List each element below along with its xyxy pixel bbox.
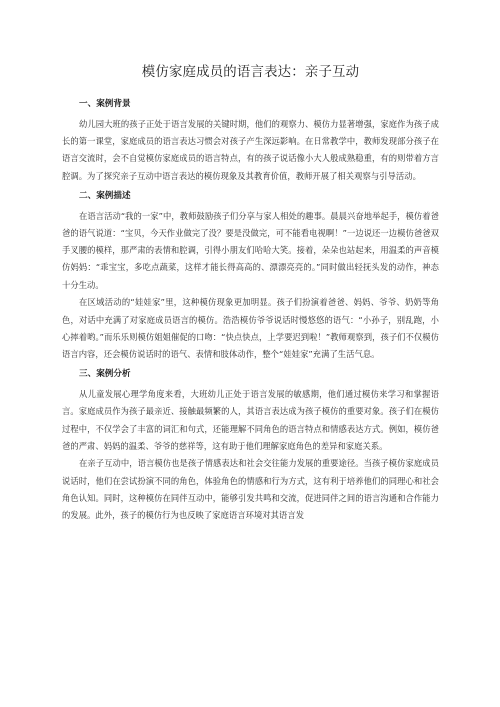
- section-description-paragraph: 在区域活动的“娃娃家”里，这种模仿现象更加明显。孩子们扮演着爸爸、妈妈、爷爷、奶奶等角色，对话中充满了对家庭成员语言的模仿。浩浩模仿爷爷说话时慢悠悠的语气：“小孙子，别乱跑，小心摔着哟。”而乐乐则模仿姐姐催促的口吻：“快点快点，上学要迟到啦！”教师观察到，孩子们不仅模仿语言内容，还会模仿说话时的语气、表情和肢体动作，整个“娃娃家”充满了生活气息。: [62, 297, 439, 359]
- section-heading-background: 一、案例背景: [79, 99, 131, 109]
- section-heading-analysis: 三、案例分析: [79, 369, 131, 380]
- section-analysis-paragraph: 在亲子互动中，语言模仿也是孩子情感表达和社会交往能力发展的重要途径。当孩子模仿家庭成员说话时，他们在尝试扮演不同的角色，体验角色的情感和行为方式，这有利于培养他们的同理心和社会角色认知。同时，这种模仿在同伴互动中，能够引发共鸣和交流，促进同伴之间的语言沟通和合作能力的发展。此外，孩子的模仿行为也反映了家庭语言环境对其语言发: [62, 458, 439, 521]
- section-heading-description: 二、案例描述: [79, 190, 131, 201]
- section-background-paragraph: 幼儿园大班的孩子正处于语言发展的关键时期，他们的观察力、模仿力显著增强，家庭作为孩子成长的第一课堂，家庭成员的语言表达习惯会对孩子产生深远影响。在日常教学中，教师发现部分孩子在语言交流时，会不自觉模仿家庭成员的语言特点，有的孩子说话像小大人般成熟稳重，有的则带着方言腔调。为了探究亲子互动中语言表达的模仿现象及其教育价值，教师开展了相关观察与引导活动。: [62, 119, 439, 181]
- section-description-paragraph: 在语言活动“我的一家”中，教师鼓励孩子们分享与家人相处的趣事。晨晨兴奋地举起手，模仿着爸爸的语气说道：“宝贝，今天作业做完了没？要是没做完，可不能看电视啊！”一边说还一边模仿爸爸双手叉腰的模样，那严肃的表情和腔调，引得小朋友们哈哈大笑。接着，朵朵也站起来，用温柔的声音模仿妈妈：“乖宝宝，多吃点蔬菜，这样才能长得高高的、漂漂亮亮的。”同时做出轻抚头发的动作，神态十分生动。: [62, 210, 439, 290]
- document-body: [62, 99, 439, 524]
- section-analysis-paragraph: 从儿童发展心理学角度来看，大班幼儿正处于语言发展的敏感期，他们通过模仿来学习和掌握语言。家庭成员作为孩子最亲近、接触最频繁的人，其语言表达成为孩子模仿的重要对象。孩子们在模仿过程中，不仅学会了丰富的词汇和句式，还能理解不同角色的语言特点和情感表达方式。例如，模仿爸爸的严肃、妈妈的温柔、爷爷的慈祥等，这有助于他们理解家庭角色的差异和家庭关系。: [62, 389, 439, 451]
- document-page: [62, 0, 439, 524]
- document-title: 模仿家庭成员的语言表达：亲子互动: [141, 65, 360, 80]
